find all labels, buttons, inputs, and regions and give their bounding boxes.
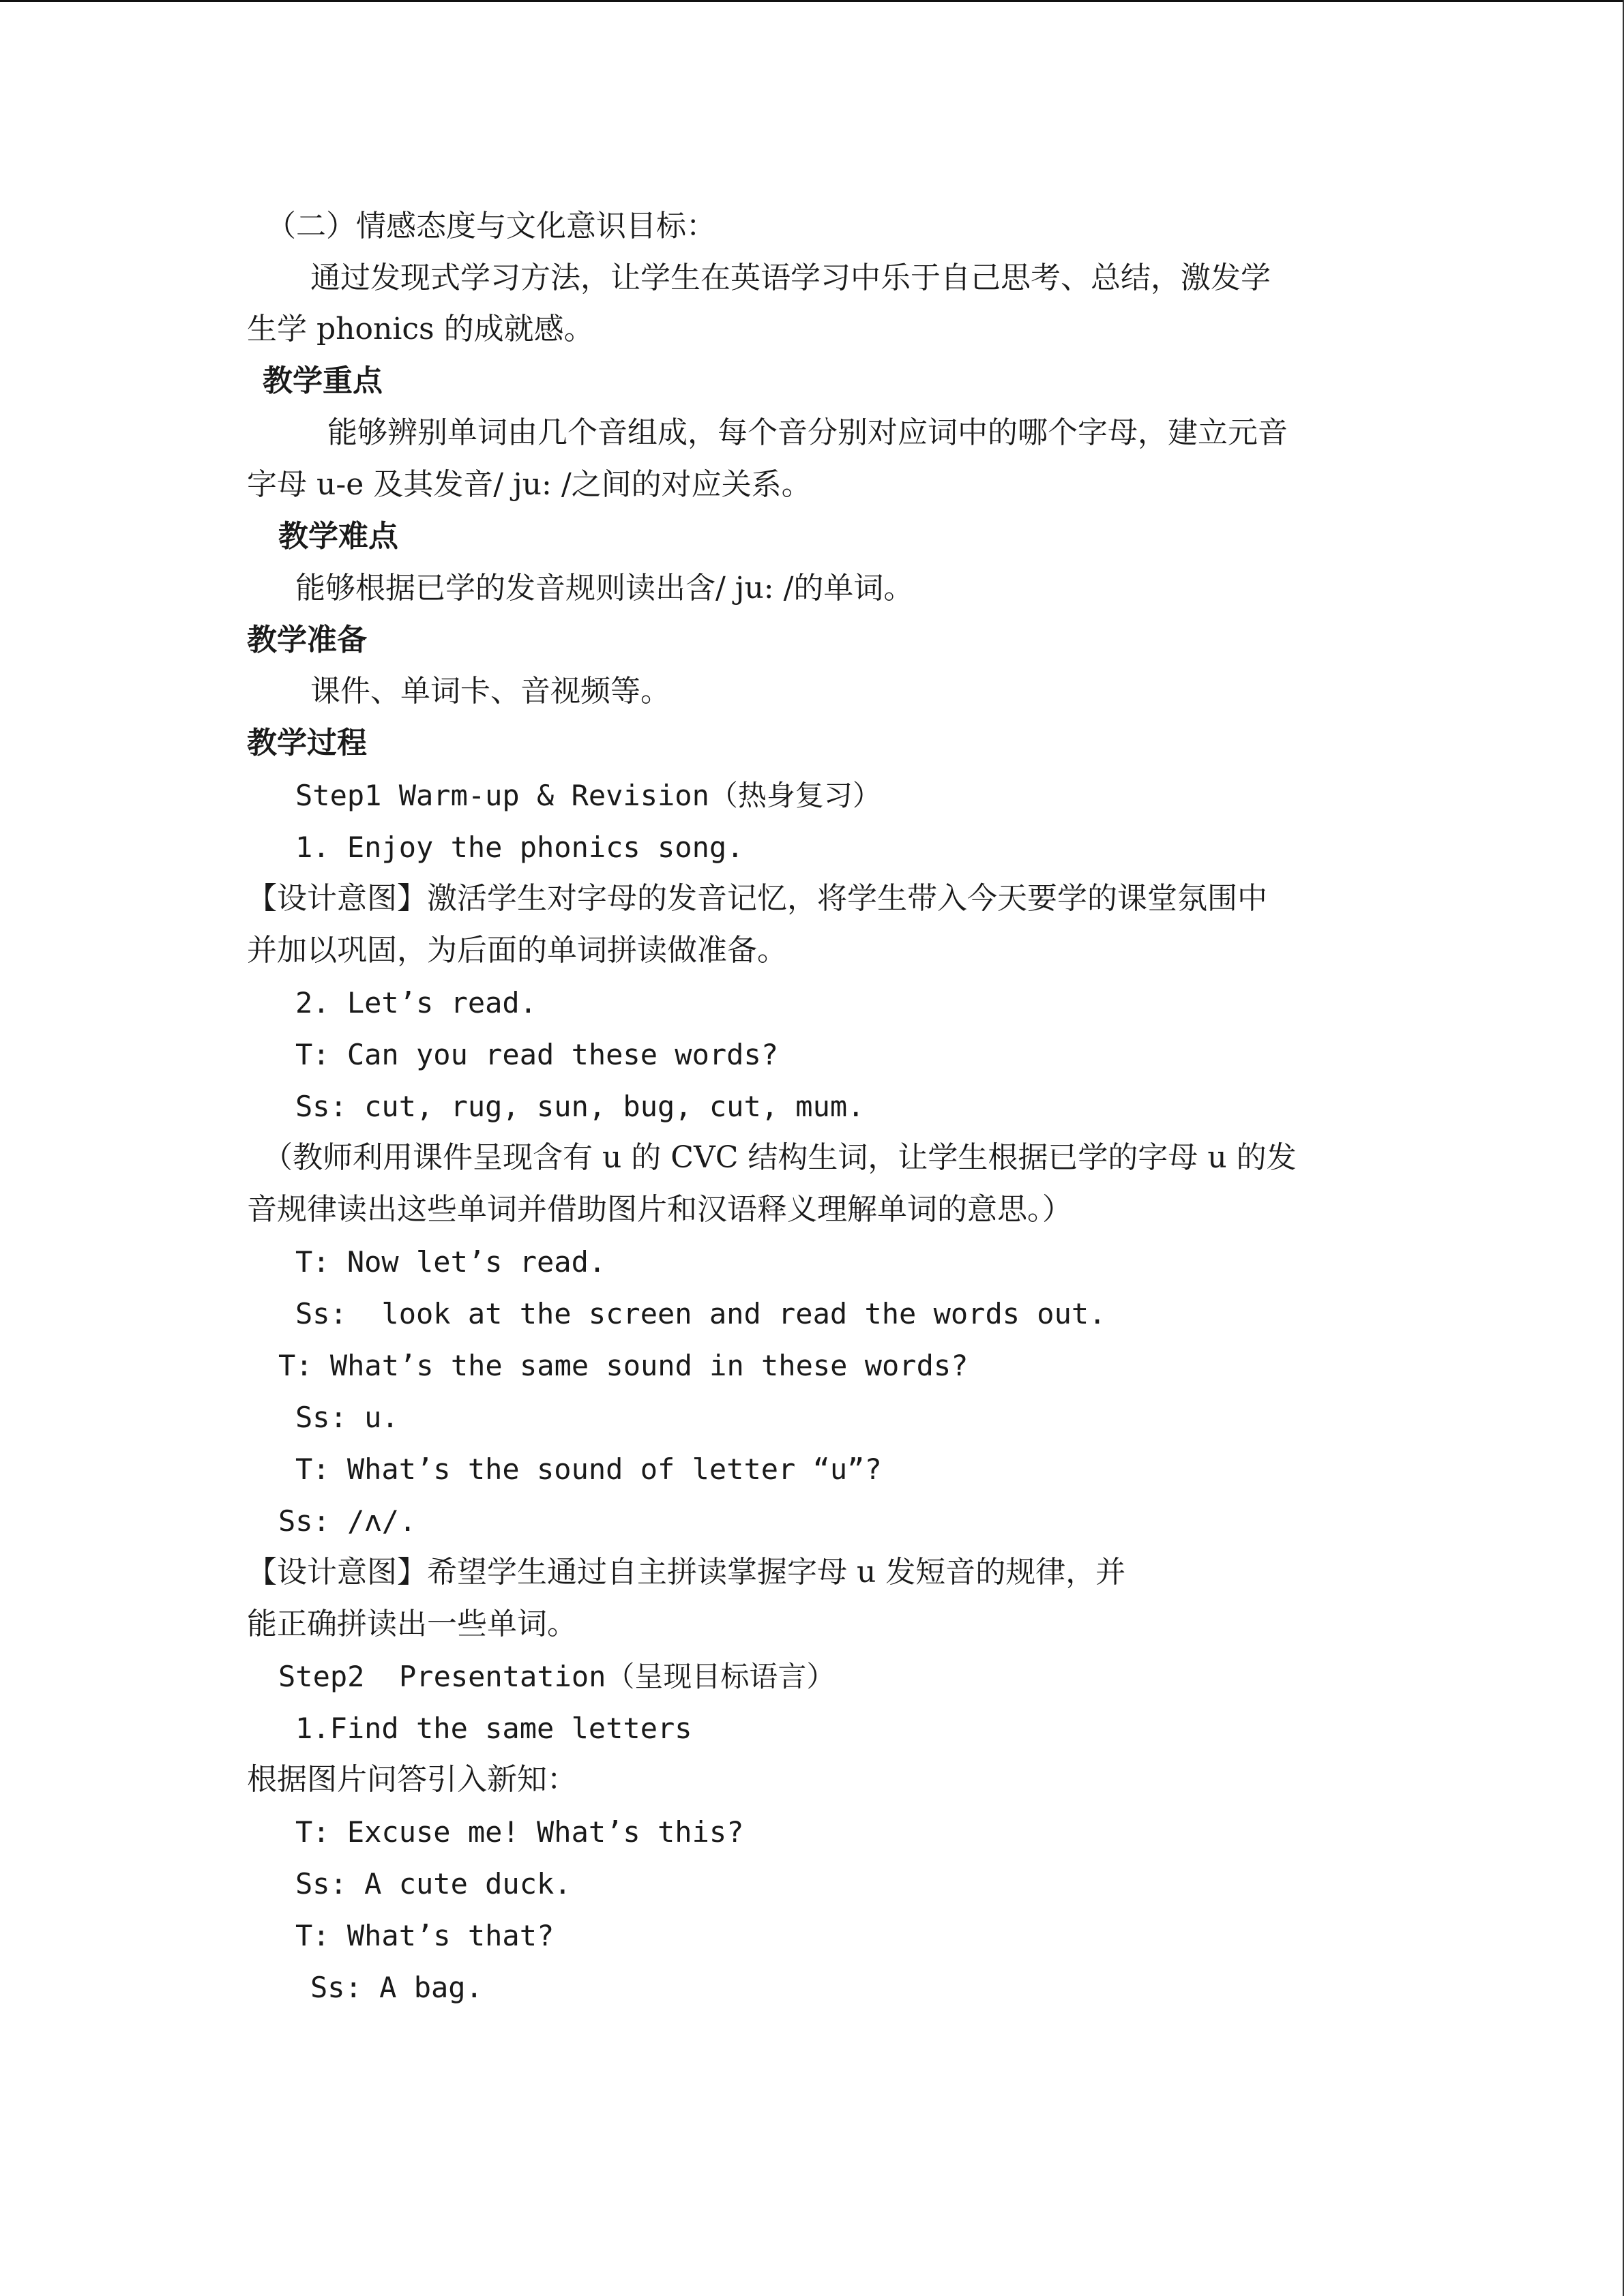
step-heading: Step1 Warm-up & Revision（热身复习） bbox=[295, 779, 881, 812]
paragraph-line: 音规律读出这些单词并借助图片和汉语释义理解单词的意思。） bbox=[247, 1192, 1072, 1227]
dialog-line: Ss: A cute duck. bbox=[295, 1867, 572, 1900]
paragraph-line: 生学 phonics 的成就感。 bbox=[247, 312, 594, 346]
dialog-line: T: Now let’s read. bbox=[295, 1245, 606, 1279]
dialog-line: 1.Find the same letters bbox=[295, 1712, 692, 1745]
section-heading-emotion: （二）情感态度与文化意识目标： bbox=[266, 209, 716, 243]
paragraph-line: 根据图片问答引入新知： bbox=[247, 1762, 577, 1797]
paragraph-line: 能正确拼读出一些单词。 bbox=[247, 1607, 577, 1641]
dialog-line: Ss: A bag. bbox=[310, 1971, 483, 2004]
paragraph-line: 能够根据已学的发音规则读出含/ ju: /的单词。 bbox=[295, 571, 914, 606]
dialog-line: T: What’s that? bbox=[295, 1919, 555, 1952]
dialog-line: Ss: look at the screen and read the words out. bbox=[295, 1297, 1106, 1330]
dialog-line: 1. Enjoy the phonics song. bbox=[295, 831, 744, 864]
heading-key-points: 教学重点 bbox=[263, 363, 383, 398]
design-intent: 【设计意图】希望学生通过自主拼读掌握字母 u 发短音的规律，并 bbox=[247, 1555, 1126, 1590]
dialog-line: T: Excuse me! What’s this? bbox=[295, 1815, 744, 1849]
dialog-line: 2. Let’s read. bbox=[295, 986, 537, 1019]
paragraph-line: （教师利用课件呈现含有 u 的 CVC 结构生词，让学生根据已学的字母 u 的发 bbox=[263, 1140, 1297, 1175]
paragraph-line: 课件、单词卡、音视频等。 bbox=[310, 674, 670, 709]
paragraph-line: 通过发现式学习方法，让学生在英语学习中乐于自己思考、总结，激发学 bbox=[310, 260, 1271, 295]
paragraph-line: 能够辨别单词由几个音组成，每个音分别对应词中的哪个字母，建立元音 bbox=[327, 415, 1288, 450]
paragraph-line: 并加以巩固，为后面的单词拼读做准备。 bbox=[247, 933, 787, 968]
dialog-line: T: Can you read these words? bbox=[295, 1038, 779, 1071]
paragraph-line: 字母 u-e 及其发音/ ju: /之间的对应关系。 bbox=[247, 467, 812, 502]
heading-difficulties: 教学难点 bbox=[278, 519, 398, 554]
dialog-line: Ss: /ʌ/. bbox=[278, 1504, 417, 1538]
design-intent: 【设计意图】激活学生对字母的发音记忆，将学生带入今天要学的课堂氛围中 bbox=[247, 881, 1267, 916]
dialog-line: Ss: cut, rug, sun, bug, cut, mum. bbox=[295, 1090, 865, 1123]
dialog-line: Ss: u. bbox=[295, 1401, 399, 1434]
dialog-line: T: What’s the sound of letter “u”? bbox=[295, 1452, 882, 1486]
heading-process: 教学过程 bbox=[247, 726, 367, 760]
heading-preparation: 教学准备 bbox=[247, 623, 367, 657]
top-border bbox=[0, 0, 1624, 2]
dialog-line: T: What’s the same sound in these words? bbox=[278, 1349, 969, 1382]
step-heading: Step2 Presentation（呈现目标语言） bbox=[278, 1660, 836, 1693]
